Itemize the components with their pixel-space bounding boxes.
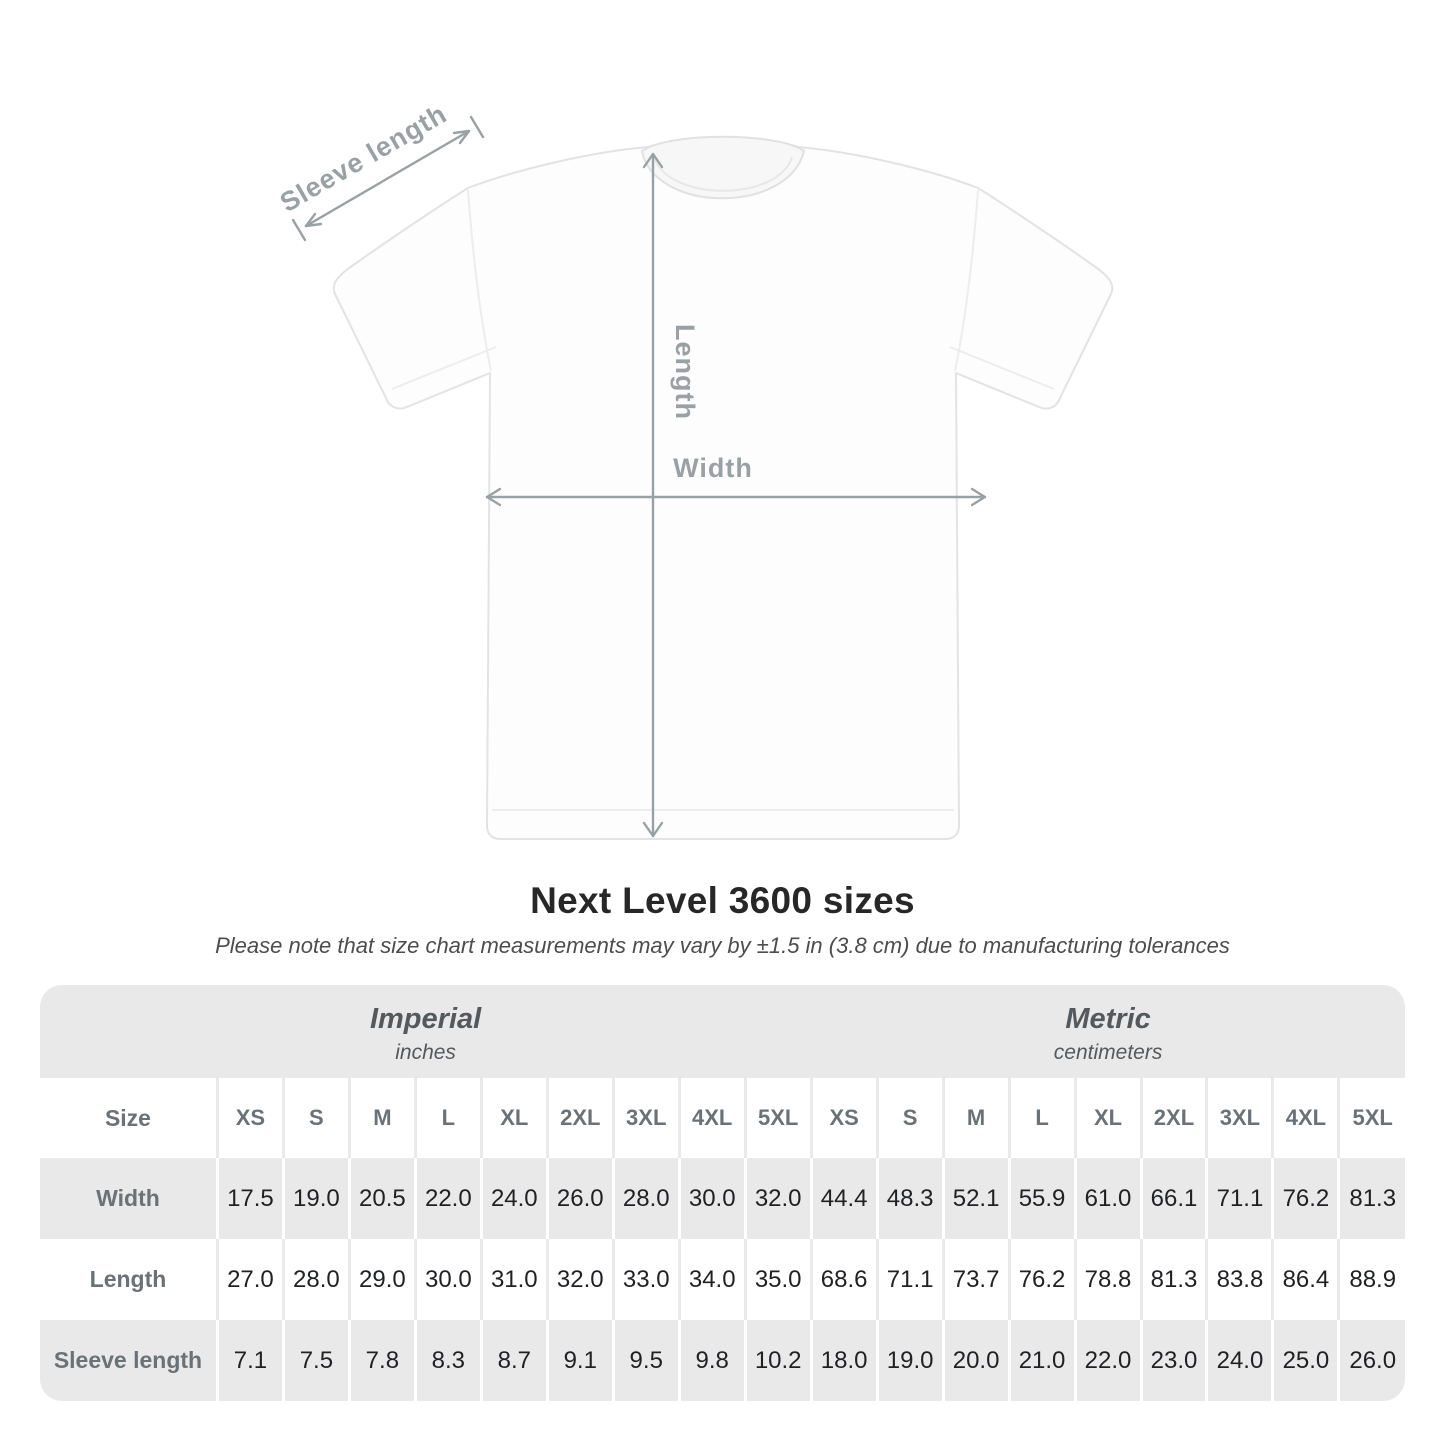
size-header-metric-l: L [1009,1078,1075,1158]
size-header-imperial-xs: XS [217,1078,283,1158]
cell-sleeve-length-metric-2xl: 23.0 [1141,1320,1207,1401]
cell-length-imperial-4xl: 34.0 [679,1239,745,1320]
size-header-metric-xs: XS [811,1078,877,1158]
size-header-imperial-xl: XL [481,1078,547,1158]
cell-length-imperial-s: 28.0 [283,1239,349,1320]
cell-length-metric-l: 76.2 [1009,1239,1075,1320]
row-label-sleeve-length: Sleeve length [40,1320,217,1401]
unit-label-metric: Metric [1065,1002,1151,1035]
cell-width-metric-s: 48.3 [877,1158,943,1239]
cell-sleeve-length-metric-xl: 22.0 [1075,1320,1141,1401]
size-chart [40,985,1405,1401]
cell-width-imperial-5xl: 32.0 [745,1158,811,1239]
cell-length-metric-xl: 78.8 [1075,1239,1141,1320]
cell-width-imperial-xs: 17.5 [217,1158,283,1239]
length-label: Length [670,324,700,420]
size-header-imperial-4xl: 4XL [679,1078,745,1158]
unit-header-metric [811,985,1405,1078]
cell-sleeve-length-imperial-l: 8.3 [415,1320,481,1401]
size-header-imperial-5xl: 5XL [745,1078,811,1158]
cell-width-metric-l: 55.9 [1009,1158,1075,1239]
cell-sleeve-length-metric-s: 19.0 [877,1320,943,1401]
cell-length-metric-5xl: 88.9 [1339,1239,1405,1320]
cell-length-imperial-5xl: 35.0 [745,1239,811,1320]
size-header-imperial-l: L [415,1078,481,1158]
size-header-metric-5xl: 5XL [1339,1078,1405,1158]
cell-sleeve-length-imperial-5xl: 10.2 [745,1320,811,1401]
cell-sleeve-length-metric-m: 20.0 [943,1320,1009,1401]
cell-sleeve-length-metric-5xl: 26.0 [1339,1320,1405,1401]
cell-sleeve-length-metric-l: 21.0 [1009,1320,1075,1401]
cell-width-metric-2xl: 66.1 [1141,1158,1207,1239]
size-header-metric-3xl: 3XL [1207,1078,1273,1158]
measurement-row-length [40,1239,1405,1320]
cell-length-imperial-m: 29.0 [349,1239,415,1320]
cell-width-metric-m: 52.1 [943,1158,1009,1239]
size-chart-table [40,985,1405,1401]
cell-width-imperial-4xl: 30.0 [679,1158,745,1239]
size-header-imperial-3xl: 3XL [613,1078,679,1158]
cell-length-imperial-3xl: 33.0 [613,1239,679,1320]
cell-sleeve-length-metric-4xl: 25.0 [1273,1320,1339,1401]
cell-length-metric-3xl: 83.8 [1207,1239,1273,1320]
cell-width-metric-xl: 61.0 [1075,1158,1141,1239]
size-header-metric-xl: XL [1075,1078,1141,1158]
cell-sleeve-length-imperial-xl: 8.7 [481,1320,547,1401]
size-header-metric-m: M [943,1078,1009,1158]
cell-sleeve-length-imperial-2xl: 9.1 [547,1320,613,1401]
cell-sleeve-length-imperial-3xl: 9.5 [613,1320,679,1401]
size-header-metric-2xl: 2XL [1141,1078,1207,1158]
size-header-imperial-2xl: 2XL [547,1078,613,1158]
unit-label-imperial: Imperial [369,1002,482,1035]
cell-length-metric-s: 71.1 [877,1239,943,1320]
measurement-row-width [40,1158,1405,1239]
cell-width-metric-3xl: 71.1 [1207,1158,1273,1239]
size-column-header: Size [40,1078,217,1158]
cell-width-imperial-3xl: 28.0 [613,1158,679,1239]
cell-width-imperial-m: 20.5 [349,1158,415,1239]
row-label-length: Length [40,1239,217,1320]
cell-sleeve-length-imperial-m: 7.8 [349,1320,415,1401]
cell-sleeve-length-imperial-xs: 7.1 [217,1320,283,1401]
size-header-metric-4xl: 4XL [1273,1078,1339,1158]
page-title: Next Level 3600 sizes [530,880,915,921]
cell-width-metric-xs: 44.4 [811,1158,877,1239]
cell-length-metric-xs: 68.6 [811,1239,877,1320]
unit-header-imperial [40,985,811,1078]
cell-width-imperial-2xl: 26.0 [547,1158,613,1239]
width-label: Width [673,453,753,483]
cell-length-metric-m: 73.7 [943,1239,1009,1320]
cell-width-imperial-s: 19.0 [283,1158,349,1239]
cell-sleeve-length-imperial-4xl: 9.8 [679,1320,745,1401]
size-header-imperial-m: M [349,1078,415,1158]
cell-length-imperial-2xl: 32.0 [547,1239,613,1320]
tolerance-note: Please note that size chart measurements may vary by ±1.5 in (3.8 cm) due to manufacturing tolerances [215,933,1230,958]
cell-length-imperial-xs: 27.0 [217,1239,283,1320]
cell-length-imperial-l: 30.0 [415,1239,481,1320]
size-header-row [40,1078,1405,1158]
cell-length-metric-2xl: 81.3 [1141,1239,1207,1320]
cell-width-imperial-l: 22.0 [415,1158,481,1239]
unit-sublabel-imperial: inches [395,1040,456,1064]
size-header-imperial-s: S [283,1078,349,1158]
unit-header-row [40,985,1405,1078]
cell-sleeve-length-metric-xs: 18.0 [811,1320,877,1401]
tshirt-shape [334,137,1113,839]
cell-width-metric-5xl: 81.3 [1339,1158,1405,1239]
cell-width-imperial-xl: 24.0 [481,1158,547,1239]
sleeve-length-label: Sleeve length [274,98,453,218]
cell-width-metric-4xl: 76.2 [1273,1158,1339,1239]
size-header-metric-s: S [877,1078,943,1158]
cell-length-imperial-xl: 31.0 [481,1239,547,1320]
measurement-row-sleeve-length [40,1320,1405,1401]
row-label-width: Width [40,1158,217,1239]
cell-length-metric-4xl: 86.4 [1273,1239,1339,1320]
unit-sublabel-metric: centimeters [1053,1040,1163,1064]
cell-sleeve-length-metric-3xl: 24.0 [1207,1320,1273,1401]
cell-sleeve-length-imperial-s: 7.5 [283,1320,349,1401]
